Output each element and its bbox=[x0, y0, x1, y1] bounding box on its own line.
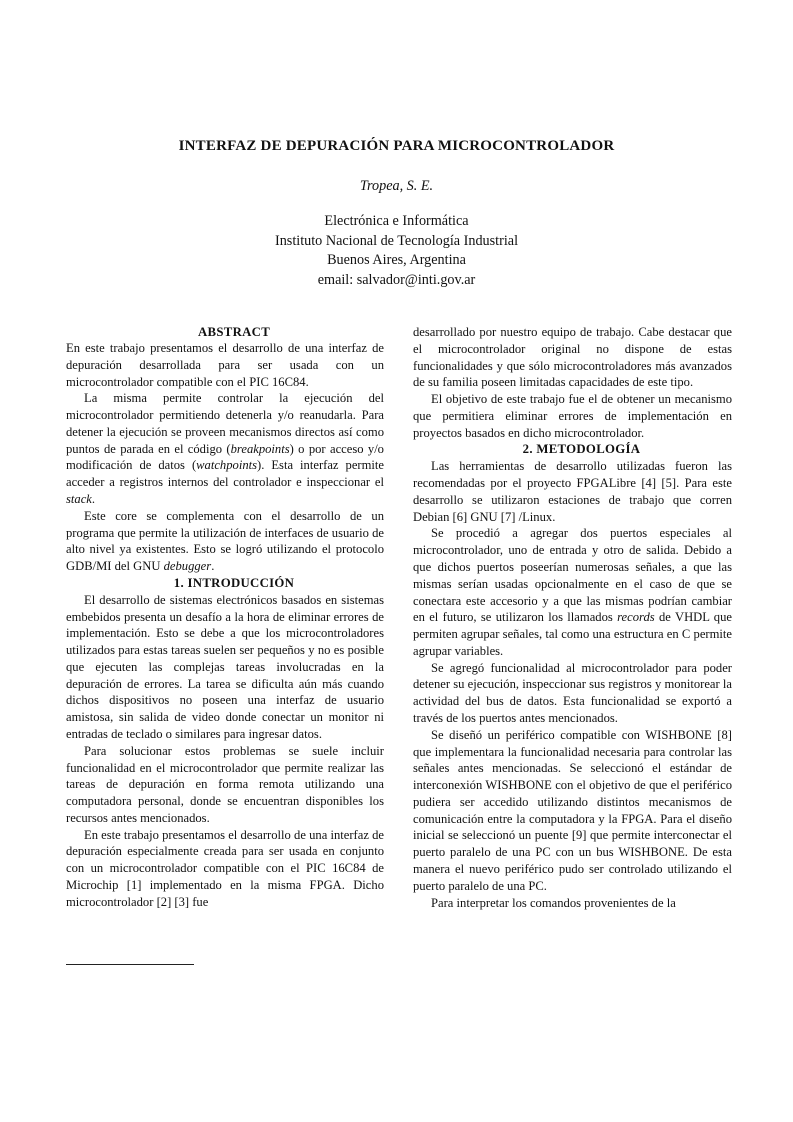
text-run: de VHDL que permiten agrupar señales, tal como una estructura en C permite agrupar variables. bbox=[413, 610, 732, 658]
body-paragraph: Para interpretar los comandos provenientes de la bbox=[431, 895, 676, 910]
body-paragraph: Para solucionar estos problemas se suele incluir funcionalidad en el microcontrolador que permite realizar las tareas de depuración en forma remota utilizando una computadora personal, donde se encuentran disponibles los recursos antes mencionados. bbox=[66, 743, 384, 825]
body-paragraph: Se diseñó un periférico compatible con WISHBONE [8] que implementara la funcionalidad necesaria para controlar las señales antes mencionadas. Se seleccionó el estándar de interconexión WISHBONE con el objetivo de que el periférico pudiera ser accedido utilizando distintos mecanismos de comunicación entre la computadora y la FPGA. Para el diseño inicial se seleccionó un puente [9] que permite interconectar el puerto paralelo de una PC con un bus WISHBONE. De esta manera el nuevo periférico pudo ser controlado utilizando el puerto paralelo de una PC. bbox=[413, 727, 732, 893]
body-paragraph: El desarrollo de sistemas electrónicos basados en sistemas embebidos presenta un desafío a la hora de eliminar errores de implementación. Esto se debe a que los microcontroladores utilizados para estas tareas suelen ser pequeños y no es posible que ejecuten las complejas tareas involucradas en la depuración de errores. La tarea se dificulta aún más cuando dichos dispositivos no poseen una interfaz de usuario amistosa, sin salida de video donde conectar un monitor ni entradas de teclado o similares para ingresar datos. bbox=[66, 592, 384, 741]
text-run: ). Esta interfaz permite acceder a registros internos del controlador e inspeccionar el bbox=[66, 458, 384, 490]
italic-term: records bbox=[617, 610, 655, 625]
affiliation-institute: Instituto Nacional de Tecnología Industrial bbox=[274, 232, 519, 249]
abstract-paragraph: En este trabajo presentamos el desarrollo de una interfaz de depuración desarrollada para ser usada con un microcontrolador compatible con el PIC 16C84. bbox=[66, 341, 384, 389]
section-heading-metodologia: 2. METODOLOGÍA bbox=[522, 442, 641, 457]
body-paragraph: Se agregó funcionalidad al microcontrolador para poder detener su ejecución, inspeccionar sus registros y monitorear la actividad del bus de datos. Esta funcionalidad se exportó a través de los puertos antes mencionados. bbox=[413, 660, 732, 725]
affiliation-department: Electrónica e Informática bbox=[324, 213, 469, 229]
text-run: . bbox=[211, 559, 215, 574]
affiliation-block bbox=[0, 212, 793, 290]
text-run: . bbox=[91, 492, 96, 507]
body-paragraph: El objetivo de este trabajo fue el de obtener un mecanismo que permitiera eliminar errores de implementación en proyectos basados en dicho microcontrolador. bbox=[413, 392, 732, 440]
abstract-paragraph bbox=[66, 508, 384, 575]
section-heading-introduccion: 1. INTRODUCCIÓN bbox=[173, 575, 295, 590]
footnote-rule bbox=[66, 964, 194, 965]
text-run: ) o por acceso y/o modificación de datos ( bbox=[66, 441, 384, 473]
text-run: La misma permite controlar la ejecución del microcontrolador permitiendo detenerla y/o reanudarla. Para detener la ejecución se proveen mecanismos directos así como puntos de parada en el código ( bbox=[66, 391, 384, 456]
italic-term: watchpoints bbox=[196, 458, 258, 473]
affiliation-location: Buenos Aires, Argentina bbox=[327, 252, 466, 269]
body-paragraph: Las herramientas de desarrollo utilizadas fueron las recomendadas por el proyecto FPGALibre [4] [5]. Para este desarrollo se utilizaron estaciones de trabajo que corren Debian [6] GNU [7] /Linux. bbox=[413, 459, 732, 524]
italic-term: debugger bbox=[163, 559, 212, 574]
affiliation-email: email: salvador@inti.gov.ar bbox=[317, 271, 476, 288]
paper-title: INTERFAZ DE DEPURACIÓN PARA MICROCONTROLADOR bbox=[178, 138, 615, 154]
italic-term: breakpoints bbox=[230, 441, 290, 456]
body-paragraph: desarrollado por nuestro equipo de trabajo. Cabe destacar que el microcontrolador original no dispone de estas funcionalidades y que sólo microcontroladores más avanzados de su familia poseen limitadas capacidades de este tipo. bbox=[413, 325, 732, 390]
right-column bbox=[413, 324, 732, 911]
italic-term: stack bbox=[66, 492, 92, 507]
left-column bbox=[66, 324, 384, 911]
text-run: Se procedió a agregar dos puertos especiales al microcontrolador, uno de entrada y otro de salida. Debido a que dichos puertos poseerían numerosas señales, a que las mismas serían usadas opcionalmente en el caso de que se conectara este accesorio y a que las mismas podrían cambiar en el futuro, se utilizaron los llamados bbox=[413, 526, 732, 625]
body-paragraph: En este trabajo presentamos el desarrollo de una interfaz de depuración especialmente creada para ser usada en conjunto con un microcontrolador compatible con el PIC 16C84 de Microchip [1] implementado en la misma FPGA. Dicho microcontrolador [2] [3] fue bbox=[66, 827, 384, 909]
body-paragraph bbox=[413, 525, 732, 659]
abstract-heading: ABSTRACT bbox=[197, 325, 271, 339]
text-run: Este core se complementa con el desarrollo de un programa que permite la utilización de interfaces de usuario de alto nivel ya existentes. Esto se logró utilizando el protocolo GDB/MI del GNU bbox=[66, 508, 384, 574]
author: Tropea, S. E. bbox=[359, 178, 434, 194]
abstract-paragraph bbox=[66, 390, 384, 507]
